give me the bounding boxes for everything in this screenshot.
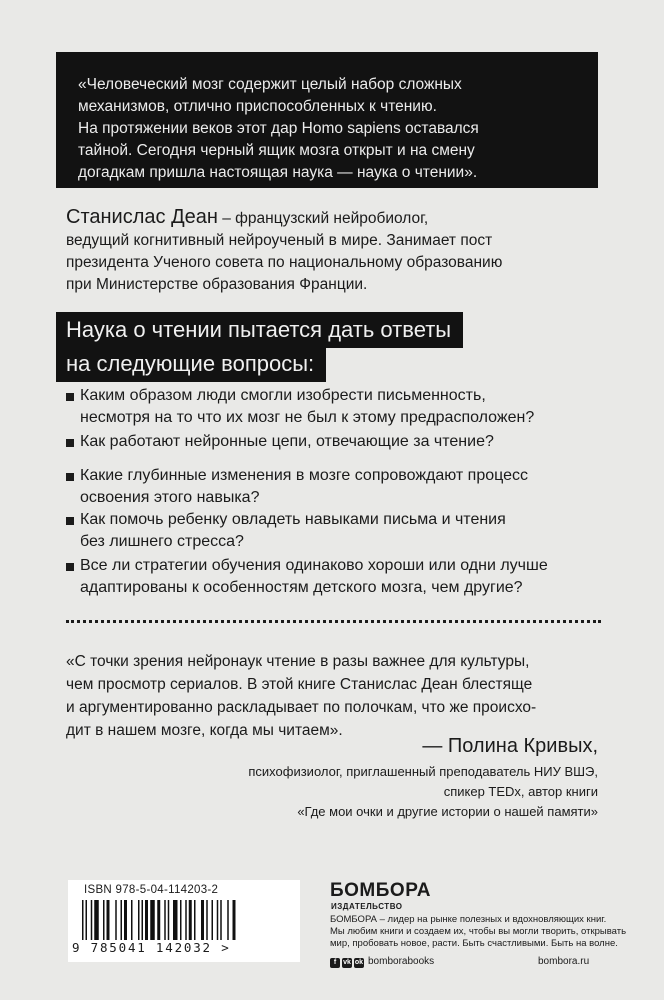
question-line: несмотря на то что их мозг не был к этому предрасположен? [80,409,535,426]
bio-line: президента Ученого совета по национальному образованию [66,254,503,271]
bullet-icon [66,439,74,447]
quote-box [56,52,598,188]
quote-line: догадкам пришла настоящая наука — наука о чтении». [78,164,478,181]
question-line: Каким образом люди смогли изобрести письменность, [80,387,486,404]
publisher-text: БОМБОРА – лидер на рынке полезных и вдохновляющих книг. [330,914,607,925]
bio-text: – французский нейробиолог, [217,210,429,227]
question-line: Как работают нейронные цепи, отвечающие за чтение? [80,433,494,450]
bullet-icon [66,563,74,571]
author-name: Станислас Деан [66,206,218,228]
review-author: — Полина Кривых, [422,735,598,757]
publisher-handle: bomborabooks [368,956,435,967]
question-line: без лишнего стресса? [80,533,244,550]
publisher-site: bombora.ru [538,956,590,967]
quote-line: На протяжении веков этот дар Homo sapiens оставался [78,120,479,137]
review-author-credit: психофизиолог, приглашенный преподаватель НИУ ВШЭ, [248,764,598,779]
publisher-subtitle: ИЗДАТЕЛЬСТВО [331,902,403,911]
review-author-credit: «Где мои очки и другие истории о нашей памяти» [297,804,598,819]
question-line: Все ли стратегии обучения одинаково хороши или одни лучше [80,557,548,574]
bio-first-line [66,206,428,230]
quote-line: механизмов, отлично приспособленных к чтению. [78,98,437,115]
question-line: адаптированы к особенностям детского мозга, чем другие? [80,579,523,596]
bio-line: при Министерстве образования Франции. [66,276,368,293]
question-line: Как помочь ребенку овладеть навыками письма и чтения [80,511,506,528]
review-author-credit: спикер TEDx, автор книги [443,784,598,799]
isbn-barcode [68,880,300,962]
vk-icon: vk [343,959,351,966]
barcode-bars-icon [82,900,286,940]
ok-icon: ok [354,959,364,966]
review-line: «С точки зрения нейронаук чтение в разы важнее для культуры, [66,653,530,670]
bullet-icon [66,517,74,525]
publisher-logo: БОМБОРА [330,880,431,901]
question-line: освоения этого навыка? [80,489,260,506]
social-icons [330,958,364,968]
quote-line: «Человеческий мозг содержит целый набор сложных [78,76,462,93]
bio-line: ведущий когнитивный нейроученый в мире. Занимает пост [66,232,493,249]
review-line: чем просмотр сериалов. В этой книге Станислас Деан блестяще [66,676,533,693]
section-heading-line-2: на следующие вопросы: [56,346,326,382]
section-heading-line-1: Наука о чтении пытается дать ответы [56,312,463,348]
bullet-icon [66,393,74,401]
barcode-digits: 9 785041 142032 > [72,940,231,955]
facebook-icon: f [330,958,340,968]
publisher-text: Мы любим книги и создаем их, чтобы вы могли творить, открывать [330,926,627,937]
publisher-text: мир, пробовать новое, расти. Быть счастливыми. Быть на волне. [330,938,618,949]
review-line: и аргументированно раскладывает по полочкам, что же происхо- [66,699,537,716]
quote-line: тайной. Сегодня черный ящик мозга открыт и на смену [78,142,475,159]
question-line: Какие глубинные изменения в мозге сопровождают процесс [80,467,529,484]
bullet-icon [66,473,74,481]
dotted-divider [66,620,601,623]
review-line: дит в нашем мозге, когда мы читаем». [66,722,343,739]
isbn-number: ISBN 978-5-04-114203-2 [84,884,219,896]
